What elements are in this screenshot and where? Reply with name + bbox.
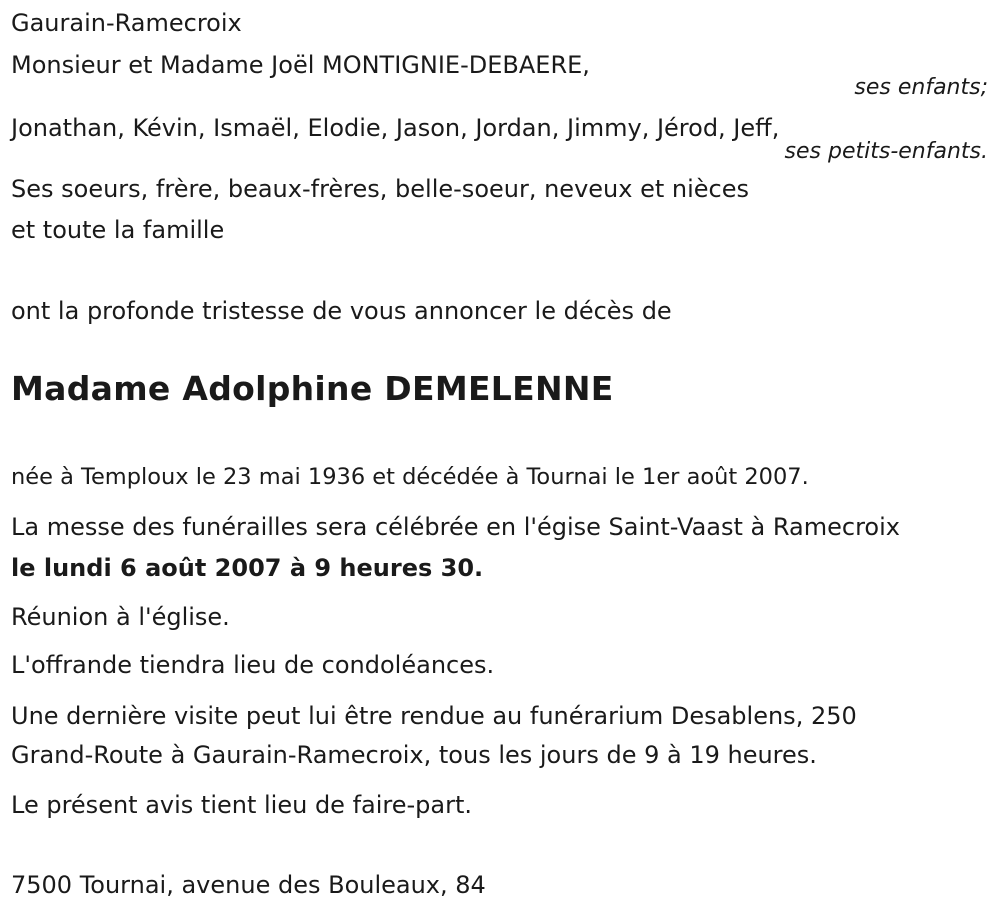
announcement-line: ont la profonde tristesse de vous annoncer le décès de bbox=[11, 297, 672, 325]
parents-role: ses enfants; bbox=[854, 75, 988, 100]
grandchildren-line: Jonathan, Kévin, Ismaël, Elodie, Jason, Jordan, Jimmy, Jérod, Jeff, bbox=[11, 114, 780, 142]
offering-line: L'offrande tiendra lieu de condoléances. bbox=[11, 651, 495, 679]
mass-line: La messe des funérailles sera célébrée en l'égise Saint-Vaast à Ramecroix bbox=[11, 513, 900, 541]
deceased-name: Madame Adolphine DEMELENNE bbox=[11, 369, 614, 408]
birth-death-line: née à Temploux le 23 mai 1936 et décédée à Tournai le 1er août 2007. bbox=[11, 464, 809, 490]
meeting-line: Réunion à l'église. bbox=[11, 603, 230, 631]
notice-line: Le présent avis tient lieu de faire-part. bbox=[11, 791, 473, 819]
visit-line-1: Une dernière visite peut lui être rendue au funérarium Desablens, 250 bbox=[11, 702, 857, 730]
visit-line-2: Grand-Route à Gaurain-Ramecroix, tous les jours de 9 à 19 heures. bbox=[11, 741, 817, 769]
parents-line: Monsieur et Madame Joël MONTIGNIE-DEBAERE, bbox=[11, 51, 590, 79]
mass-date-line: le lundi 6 août 2007 à 9 heures 30. bbox=[11, 554, 484, 582]
family-line: et toute la famille bbox=[11, 216, 225, 244]
place-line: Gaurain-Ramecroix bbox=[11, 9, 242, 37]
address-line: 7500 Tournai, avenue des Bouleaux, 84 bbox=[11, 871, 486, 899]
siblings-line: Ses soeurs, frère, beaux-frères, belle-soeur, neveux et nièces bbox=[11, 175, 749, 203]
grandchildren-role: ses petits-enfants. bbox=[784, 139, 988, 164]
